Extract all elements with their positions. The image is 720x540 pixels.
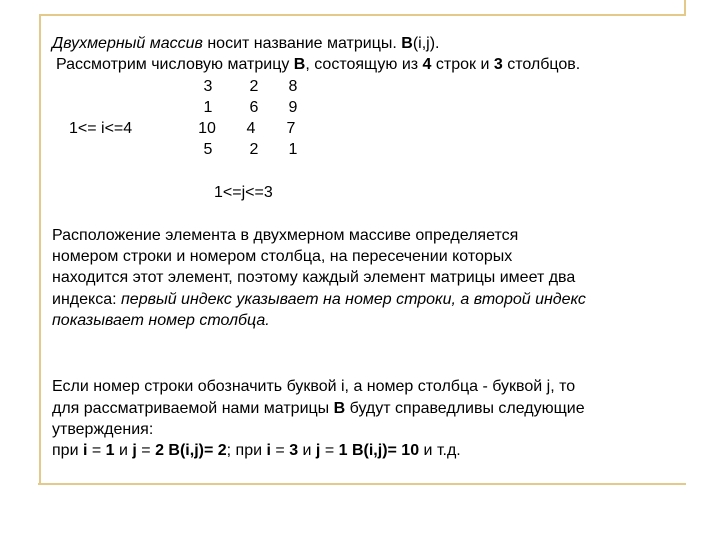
paragraph-text: индекса: xyxy=(52,291,121,308)
example-text: = xyxy=(320,442,339,459)
matrix-cell: 3 xyxy=(203,78,213,95)
intro-text: носит название матрицы. xyxy=(202,35,402,52)
example-text: и xyxy=(114,442,133,459)
matrix-name: B xyxy=(333,400,346,417)
intro-text: Рассмотрим числовую матрицу xyxy=(56,56,294,73)
matrix-name: B xyxy=(401,35,413,52)
frame-top-border xyxy=(40,14,686,16)
matrix-cell: 6 xyxy=(249,99,259,116)
example-text: = xyxy=(87,442,106,459)
matrix-cell: 7 xyxy=(286,120,296,137)
intro-text: , состоящую из xyxy=(305,56,423,73)
frame-bottom-border xyxy=(38,483,686,485)
paragraph-italic-text: первый индекс указывает на номер строки, а второй индекс xyxy=(120,291,586,308)
matrix-cell: 1 xyxy=(203,99,213,116)
example-text: = xyxy=(270,442,290,459)
paragraph-line: находится этот элемент, поэтому каждый элемент матрицы имеет два xyxy=(52,269,576,286)
example-text: и xyxy=(298,442,316,459)
row-count: 4 xyxy=(422,56,432,73)
matrix-cell: 2 xyxy=(249,141,259,158)
matrix-cell: 1 xyxy=(288,141,298,158)
example-bold: j xyxy=(132,442,137,459)
matrix-cell: 8 xyxy=(288,78,298,95)
example-text: = xyxy=(136,442,156,459)
matrix-cell: 4 xyxy=(246,120,256,137)
paragraph-line xyxy=(52,399,585,419)
frame-left-border xyxy=(39,14,41,484)
example-bold: B(i,j)= 10 xyxy=(351,442,420,459)
col-count: 3 xyxy=(493,56,503,73)
col-range-label: 1<=j<=3 xyxy=(214,184,273,201)
example-bold: B(i,j)= 2 xyxy=(168,442,227,459)
paragraph-line: Если номер строки обозначить буквой i, а номер столбца - буквой j, то xyxy=(52,378,576,395)
matrix-cell: 2 xyxy=(249,78,259,95)
matrix-cell: 5 xyxy=(203,141,213,158)
example-bold: 1 xyxy=(105,442,115,459)
example-bold: i xyxy=(82,442,88,459)
example-bold: 2 xyxy=(155,442,164,459)
example-bold: j xyxy=(315,442,321,459)
row-range-label: 1<= i<=4 xyxy=(69,120,133,137)
example-text: ; при xyxy=(226,442,267,459)
intro-text: строк и xyxy=(431,56,494,73)
example-text: при xyxy=(52,442,83,459)
example-bold: i xyxy=(266,442,271,459)
intro-text-end: столбцов. xyxy=(502,56,581,73)
intro-term: Двухмерный массив xyxy=(52,35,203,52)
example-bold: 3 xyxy=(289,442,299,459)
paragraph-line: Расположение элемента в двухмерном массиве определяется xyxy=(52,227,519,244)
example-bold: 1 xyxy=(338,442,348,459)
paragraph-line: утверждения: xyxy=(52,421,154,438)
matrix-cell: 10 xyxy=(198,120,216,137)
example-line xyxy=(52,441,461,461)
matrix-name: B xyxy=(293,56,306,73)
paragraph-line: номером строки и номером столбца, на пересечении которых xyxy=(52,248,513,265)
paragraph-line: показывает номер столбца. xyxy=(52,312,270,329)
intro-line-2 xyxy=(56,55,580,75)
paragraph-text: для рассматриваемой нами матрицы xyxy=(52,400,334,417)
intro-line-1 xyxy=(52,34,440,54)
intro-text-end: (i,j). xyxy=(412,35,440,52)
paragraph-text: будут справедливы следующие xyxy=(345,400,585,417)
matrix-cell: 9 xyxy=(288,99,298,116)
example-text: и т.д. xyxy=(419,442,461,459)
paragraph-line xyxy=(52,290,586,310)
